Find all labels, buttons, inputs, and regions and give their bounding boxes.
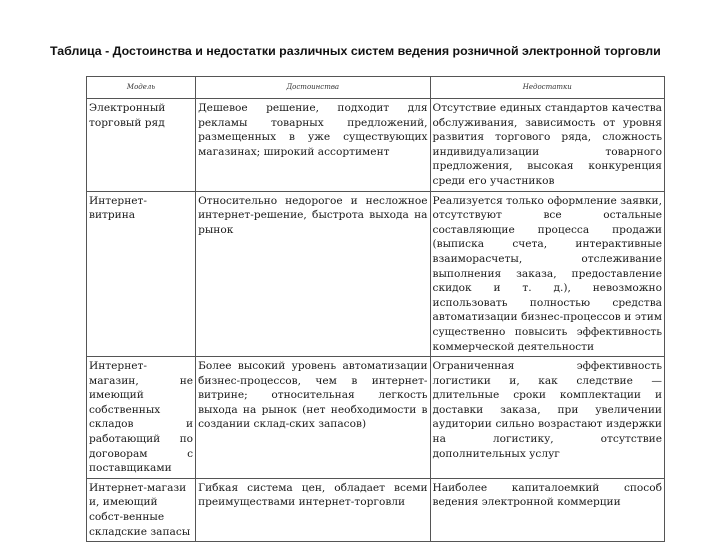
- cell-disadvantages: Ограниченная эффективность логистики и, как следствие — длительные сроки комплектации и доставки заказа, при увеличении аудитории сильно возрастают издержки на логистику, отсутствие дополнительных услуг: [430, 357, 664, 479]
- table-row: [87, 357, 665, 479]
- cell-model: Электронный торговый ряд: [87, 99, 196, 192]
- cell-advantages: Более высокий уровень автоматизации бизнес-процессов, чем в интернет-витрине; относительная легкость выхода на рынок (нет необходимости в создании склад-ских запасов): [196, 357, 430, 479]
- cell-advantages: Дешевое решение, подходит для рекламы товарных предложений, размещенных в уже существующих магазинах; широкий ассортимент: [196, 99, 430, 192]
- cell-advantages: Гибкая система цен, обладает всеми преимуществами интернет-торговли: [196, 478, 430, 541]
- cell-model: Интернет-магазин, не имеющий собственных складов и работающий по договорам с поставщиками: [87, 357, 196, 479]
- header-advantages: Достоинства: [196, 77, 430, 99]
- table-row: [87, 99, 665, 192]
- table-header-row: [87, 77, 665, 99]
- comparison-table: [86, 76, 665, 542]
- table-title: Таблица - Достоинства и недостатки различных систем ведения розничной электронной торговли: [50, 44, 661, 58]
- cell-disadvantages: Реализуется только оформление заявки, отсутствуют все остальные составляющие процесса продажи (выписка счета, интерактивные взаиморасчеты, отслеживание выполнения заказа, предоставление скидок и т. д.), невозможно использовать полностью средства автоматизации бизнес-процессов и этим существенно повысить эффективность коммерческой деятельности: [430, 191, 664, 357]
- cell-disadvantages: Наиболее капиталоемкий способ ведения электронной коммерции: [430, 478, 664, 541]
- table-row: [87, 478, 665, 541]
- cell-advantages: Относительно недорогое и несложное интернет-решение, быстрота выхода на рынок: [196, 191, 430, 357]
- table-row: [87, 191, 665, 357]
- header-disadvantages: Недостатки: [430, 77, 664, 99]
- header-model: Модель: [87, 77, 196, 99]
- cell-disadvantages: Отсутствие единых стандартов качества обслуживания, зависимость от уровня развития торгового ряда, сложность индивидуализации товарного предложения, высокая конкуренция среди его участников: [430, 99, 664, 192]
- cell-model: Интернет-витрина: [87, 191, 196, 357]
- cell-model: Интернет-магази и, имеющий собст-венные складские запасы: [87, 478, 196, 541]
